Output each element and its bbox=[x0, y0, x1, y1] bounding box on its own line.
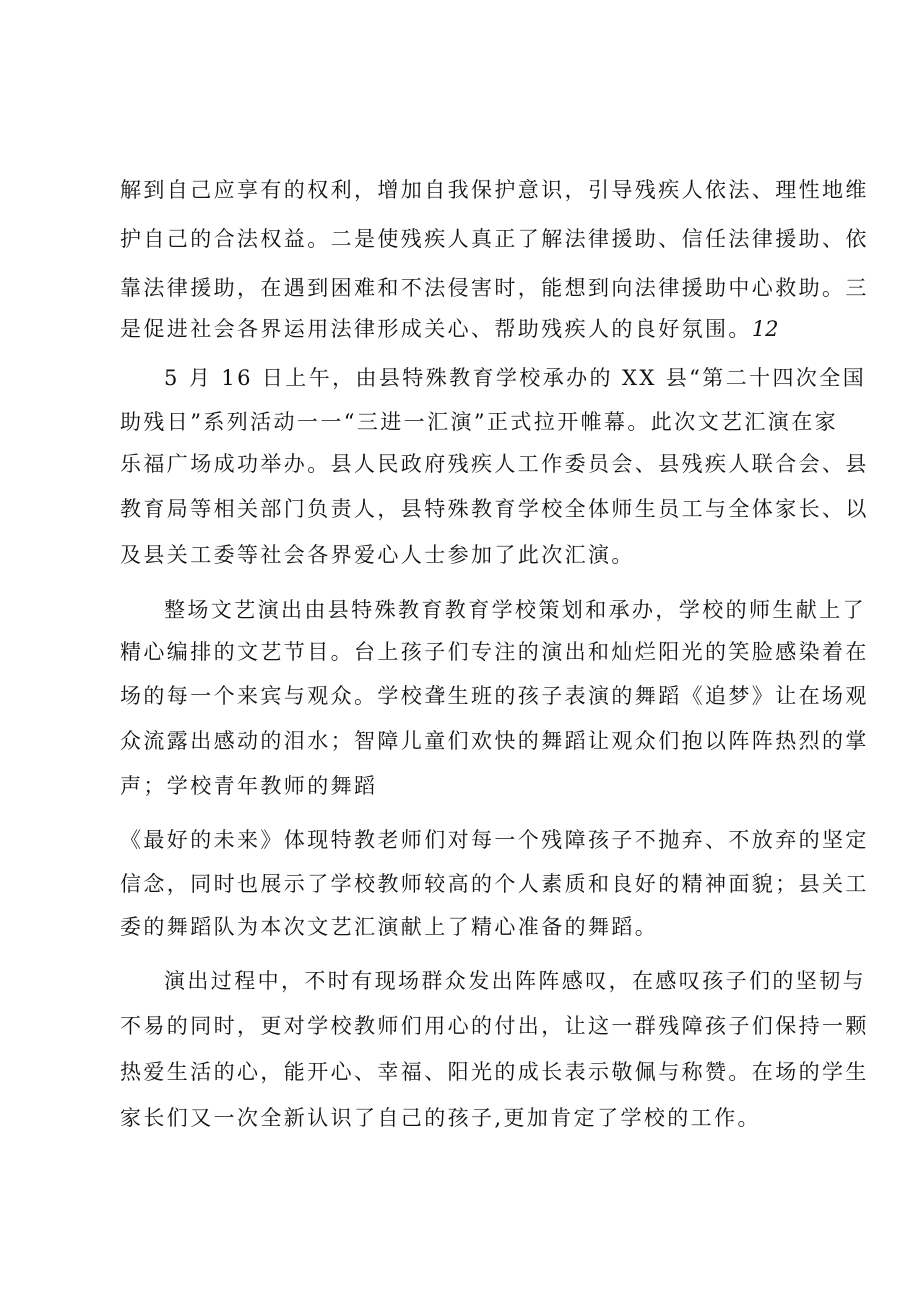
paragraph-2-line-4: 教育局等相关部门负责人，县特殊教育学校全体师生员工与全体家长、以 bbox=[120, 497, 869, 521]
paragraph-5-line-4: 家长们又一次全新认识了自己的孩子,更加肯定了学校的工作。 bbox=[120, 1106, 761, 1130]
paragraph-4-line-2: 信念，同时也展示了学校教师较高的个人素质和良好的精神面貌；县关工 bbox=[120, 872, 869, 896]
paragraph-1-line-2: 护自己的合法权益。二是使残疾人真正了解法律援助、信任法律援助、依 bbox=[120, 227, 869, 251]
paragraph-3-line-5: 声；学校青年教师的舞蹈 bbox=[120, 774, 378, 798]
paragraph-4-line-3: 委的舞蹈队为本次文艺汇演献上了精心准备的舞蹈。 bbox=[120, 915, 659, 939]
paragraph-2-line-1: 5 月 16 日上午，由县特殊教育学校承办的 XX 县“第二十四次全国 bbox=[164, 366, 867, 390]
paragraph-5-line-3: 热爱生活的心，能开心、幸福、阳光的成长表示敬佩与称赞。在场的学生 bbox=[120, 1060, 869, 1084]
paragraph-2-line-3: 乐福广场成功举办。县人民政府残疾人工作委员会、县残疾人联合会、县 bbox=[120, 452, 869, 476]
paragraph-2-line-5: 及县关工委等社会各界爱心人士参加了此次汇演。 bbox=[120, 543, 635, 567]
paragraph-5-line-1: 演出过程中，不时有现场群众发出阵阵感叹，在感叹孩子们的坚韧与 bbox=[164, 969, 866, 993]
paragraph-3-line-1: 整场文艺演出由县特殊教育教育学校策划和承办，学校的师生献上了 bbox=[164, 598, 866, 622]
paragraph-4-line-1: 《最好的未来》体现特教老师们对每一个残障孩子不抛弃、不放弃的坚定 bbox=[120, 828, 869, 852]
paragraph-3-line-4: 众流露出感动的泪水；智障儿童们欢快的舞蹈让观众们抱以阵阵热烈的掌 bbox=[120, 729, 869, 753]
paragraph-1-line-4-text: 是促进社会各界运用法律形成关心、帮助残疾人的良好氛围。 bbox=[120, 317, 752, 341]
paragraph-1-line-3: 靠法律援助，在遇到困难和不法侵害时，能想到向法律援助中心救助。三 bbox=[120, 276, 869, 300]
paragraph-1-line-1: 解到自己应享有的权利，增加自我保护意识，引导残疾人依法、理性地维 bbox=[120, 178, 869, 202]
paragraph-1-line-4 bbox=[120, 311, 812, 347]
paragraph-5-line-2: 不易的同时，更对学校教师们用心的付出，让这一群残障孩子们保持一颗 bbox=[120, 1014, 869, 1038]
reference-number: 12 bbox=[751, 317, 779, 341]
paragraph-3-line-2: 精心编排的文艺节目。台上孩子们专注的演出和灿烂阳光的笑脸感染着在 bbox=[120, 640, 869, 664]
paragraph-3-line-3: 场的每一个来宾与观众。学校聋生班的孩子表演的舞蹈《追梦》让在场观 bbox=[120, 684, 869, 708]
paragraph-2-line-2: 助残日”系列活动一一“三进一汇演”正式拉开帷幕。此次文艺汇演在家 bbox=[120, 410, 839, 434]
